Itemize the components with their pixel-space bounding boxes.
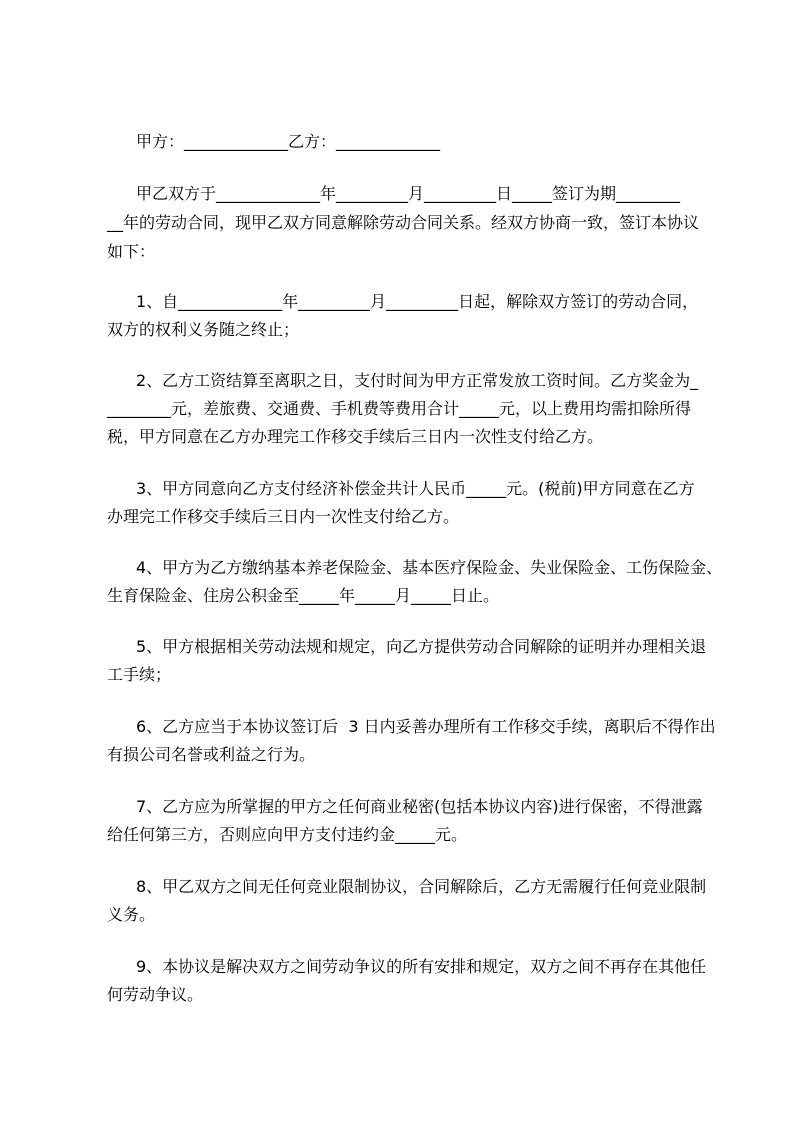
clause-7-line-2: 给任何第三方，否则应向甲方支付违约金_____元。	[107, 825, 468, 844]
clause-8-line-1: 8、甲乙双方之间无任何竞业限制协议，合同解除后，乙方无需履行任何竞业限制	[136, 877, 707, 896]
clause-2-line-1: 2、乙方工资结算至离职之日，支付时间为甲方正常发放工资时间。乙方奖金为_	[136, 371, 699, 390]
clause-7-line-1: 7、乙方应为所掌握的甲方之任何商业秘密(包括本协议内容)进行保密，不得泄露	[136, 797, 703, 816]
clause-6-line-1: 6、乙方应当于本协议签订后 3 日内妥善办理所有工作移交手续，离职后不得作出	[136, 717, 716, 736]
clause-5-line-1: 5、甲方根据相关劳动法规和规定，向乙方提供劳动合同解除的证明并办理相关退	[136, 637, 707, 656]
intro-line-1: 甲乙双方于_____________年_________月_________日_____签订为期________	[136, 184, 681, 203]
parties-line: 甲方：_____________乙方：_____________	[136, 132, 441, 151]
clause-1-line-1: 1、自_____________年_________月_________日起，解除双方签订的劳动合同，	[136, 292, 699, 311]
clause-6-line-2: 有损公司名誉或利益之行为。	[107, 745, 316, 764]
clause-2-line-3: 税，甲方同意在乙方办理完工作移交手续后三日内一次性支付给乙方。	[107, 427, 604, 446]
clause-5-line-2: 工手续；	[107, 665, 172, 684]
clause-9-line-2: 何劳动争议。	[107, 985, 204, 1004]
clause-1-line-2: 双方的权利义务随之终止；	[107, 320, 300, 339]
clause-3-line-2: 办理完工作移交手续后三日内一次性支付给乙方。	[107, 507, 460, 526]
clause-2-line-2: ________元，差旅费、交通费、手机费等费用合计_____元，以上费用均需扣除所得	[107, 399, 692, 418]
clause-8-line-2: 义务。	[107, 905, 156, 924]
clause-4-line-2: 生育保险金、住房公积金至_____年_____月_____日止。	[107, 586, 500, 605]
intro-line-2: __年的劳动合同，现甲乙双方同意解除劳动合同关系。经双方协商一致，签订本协议	[107, 213, 700, 232]
clause-4-line-1: 4、甲方为乙方缴纳基本养老保险金、基本医疗保险金、失业保险金、工伤保险金、	[136, 558, 723, 577]
intro-line-3: 如下：	[107, 242, 156, 261]
clause-3-line-1: 3、甲方同意向乙方支付经济补偿金共计人民币_____元。(税前)甲方同意在乙方	[136, 479, 695, 498]
clause-9-line-1: 9、本协议是解决双方之间劳动争议的所有安排和规定，双方之间不再存在其他任	[136, 957, 707, 976]
